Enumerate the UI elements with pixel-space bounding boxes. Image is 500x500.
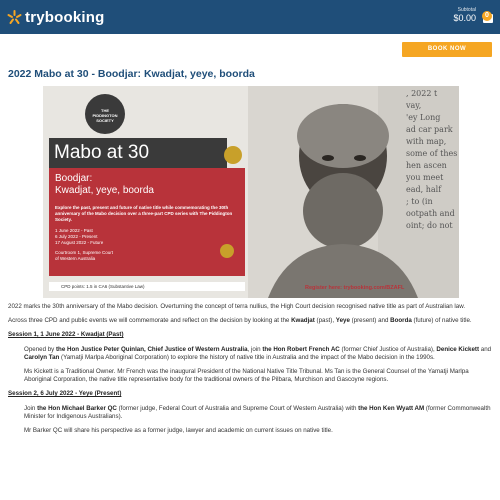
map-background-text: ead, half: [406, 185, 442, 194]
session-1-paragraph: Ms Kickett is a Traditional Owner. Mr French was the inaugural President of the National Native Title Tribunal. Ms Tan is the General Counsel of the Yamatji Marlpa Aboriginal Corporation, the native title representative body for the traditional owners of the Pilbara, Murchison and Gascoyne regions.: [24, 368, 469, 383]
subtotal: [453, 7, 476, 23]
session-2-heading: Session 2, 6 July 2022 - Yeye (Present): [8, 390, 122, 397]
map-background-text: ootpath and: [406, 209, 455, 218]
top-navigation-bar: [0, 0, 500, 34]
banner-subtitle: Boodjar: Kwadjat, yeye, boorda: [55, 173, 154, 196]
map-background-text: vay,: [406, 101, 422, 110]
cart-count-badge: 0: [482, 11, 492, 21]
piddington-society-badge: THE PIDDINGTON SOCIETY: [85, 94, 125, 134]
subtotal-label: Subtotal: [457, 7, 476, 13]
book-now-button[interactable]: BOOK NOW: [402, 42, 492, 57]
cart-button[interactable]: [482, 8, 494, 24]
session-1-heading: Session 1, 1 June 2022 - Kwadjat (Past): [8, 331, 124, 338]
event-banner-image: [43, 86, 459, 298]
cpd-points: CPD points: 1.5 in CA6 (Substantive Law): [49, 282, 245, 291]
map-background-text: with map,: [406, 137, 447, 146]
gold-circle-decoration: [220, 244, 234, 258]
banner-description: Explore the past, present and future of native title while commemorating the 30th anniversary of the Mabo decision over a three-part CPD series with The Piddington Society.: [55, 205, 233, 222]
subtotal-value: $0.00: [453, 13, 476, 23]
map-background-text: ad car park: [406, 125, 453, 134]
map-background-text: you meet: [406, 173, 444, 182]
map-background-text: , 2022 t: [406, 89, 438, 98]
session-2-paragraph: Join the Hon Michael Barker QC (former judge, Federal Court of Australia and Supreme Court of Western Australia) with the Hon Ken Wyatt AM (former Commonwealth Minister for Indigenous Australians).: [24, 405, 491, 420]
map-background-text: ; to (in: [406, 197, 433, 206]
brand-name: trybooking: [25, 8, 105, 26]
intro-paragraph: Across three CPD and public events we will commemorate and reflect on the decision by looking at the Kwadjat (past), Yeye (present) and Boorda (future) of native title.: [8, 317, 472, 324]
trybooking-logo[interactable]: [7, 7, 105, 27]
sun-logo-icon: [7, 10, 22, 25]
page-title: 2022 Mabo at 30 - Boodjar: Kwadjat, yeye, boorda: [8, 68, 255, 80]
banner-info-block: [49, 168, 245, 276]
map-background-text: some of thes: [406, 149, 458, 158]
intro-paragraph: 2022 marks the 30th anniversary of the Mabo decision. Overturning the concept of terra nullius, the High Court decision recognised native title as part of Australian law.: [8, 303, 466, 310]
banner-dates: 1 June 2022 - Past 6 July 2022 - Present 17 August 2022 - Future: [55, 228, 104, 245]
banner-venue: Courtroom 1, Supreme Court of Western Australia: [55, 250, 114, 261]
session-2-paragraph: Mr Barker QC will share his perspective as a former judge, lawyer and academic on current issues on native title.: [24, 427, 333, 434]
session-1-paragraph: Opened by the Hon Justice Peter Quinlan, Chief Justice of Western Australia, join the Hon Robert French AC (former Chief Justice of Australia), Denice Kickett and Carolyn Tan (Yamatji Marlpa Aboriginal Corporation) to explore the history of native title in Australia and the impact of the Mabo decision in the 1990s.: [24, 346, 492, 361]
gold-circle-decoration: [224, 146, 242, 164]
map-background-text: hen ascen: [406, 161, 447, 170]
portrait-photo: [248, 86, 459, 298]
banner-heading: Mabo at 30: [49, 138, 227, 168]
map-background-text: 'ey Long: [406, 113, 441, 122]
map-background-text: oint; do not: [406, 221, 453, 230]
event-description: [8, 303, 492, 441]
register-link-text: Register here: trybooking.com/BZAFL: [305, 285, 405, 291]
